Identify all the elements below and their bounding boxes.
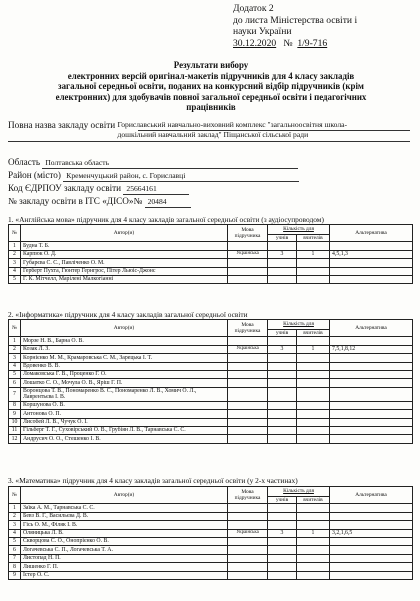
- row-number: 6: [9, 379, 21, 387]
- row-author: Ломаковська Г. В., Проценко Г. О.: [21, 370, 228, 378]
- school-name-value: Гориславський навчально-виховний комплекс "загальноосвітня школа-дошкільний навчальний заклад" Піщанської сільської ради: [117, 120, 348, 139]
- row-language: [228, 504, 268, 512]
- row-number: 7: [9, 554, 21, 562]
- row-alternative: 3,2,1,6,5: [330, 529, 413, 537]
- col-lang-header-line1: Мова: [241, 321, 254, 328]
- row-language: Українська: [228, 250, 268, 258]
- col-qty-header: Кількість для: [268, 225, 330, 235]
- row-author: Оляницька Л. В.: [21, 529, 228, 537]
- row-alternative: [330, 571, 413, 579]
- row-teachers-count: [297, 571, 330, 579]
- row-students-count: [268, 418, 297, 426]
- col-qty-header: Кількість для: [268, 487, 330, 497]
- section-3-title: 3. «Математика» підручник для 4 класу закладів загальної середньої освіти (у 2-х частинах): [8, 476, 298, 485]
- row-language: [228, 554, 268, 562]
- row-teachers-count: [297, 387, 330, 401]
- row-students-count: 3: [268, 250, 297, 258]
- row-students-count: [268, 554, 297, 562]
- row-language: [228, 362, 268, 370]
- section-1-rows: [9, 242, 413, 284]
- row-author: Листопад Н. П.: [21, 554, 228, 562]
- col-teachers-header: вчителів: [297, 235, 330, 242]
- row-alternative: [330, 563, 413, 571]
- row-students-count: [268, 267, 297, 275]
- row-number: 11: [9, 426, 21, 434]
- table-row: [9, 563, 413, 571]
- section-1-title: 1. «Англійська мова» підручник для 4 класу закладів загальної середньої освіти (з аудіосупроводом): [8, 215, 324, 224]
- row-number: 2: [9, 512, 21, 520]
- col-lang-header-line2: підручника: [234, 328, 261, 335]
- table-row: [9, 242, 413, 250]
- isdo-label: № закладу освіти в ІТС «ДІСО»№: [8, 196, 143, 206]
- table-row: [9, 426, 413, 434]
- row-language: [228, 410, 268, 418]
- row-number: 10: [9, 418, 21, 426]
- row-number: 8: [9, 563, 21, 571]
- row-teachers-count: [297, 362, 330, 370]
- row-number: 9: [9, 571, 21, 579]
- isdo-field: [8, 196, 191, 208]
- table-row: [9, 379, 413, 387]
- row-language: [228, 267, 268, 275]
- row-teachers-count: [297, 554, 330, 562]
- col-num-header: №: [9, 320, 21, 337]
- table-row: [9, 512, 413, 520]
- row-alternative: [330, 259, 413, 267]
- row-number: 2: [9, 250, 21, 258]
- row-author: Г. К. Мітчелл, Марілені Малкогіанні: [21, 275, 228, 283]
- row-alternative: [330, 554, 413, 562]
- row-students-count: [268, 504, 297, 512]
- col-lang-header-line1: Мова: [241, 488, 254, 495]
- col-lang-header: [228, 320, 268, 337]
- row-students-count: [268, 370, 297, 378]
- row-number: 4: [9, 529, 21, 537]
- row-author: Скворцова С. О., Онопрієнко О. В.: [21, 537, 228, 545]
- table-row: [9, 537, 413, 545]
- row-teachers-count: 1: [297, 345, 330, 353]
- row-alternative: [330, 362, 413, 370]
- row-author: Андрусич О. О., Стешенко І. В.: [21, 435, 228, 443]
- row-students-count: [268, 337, 297, 345]
- row-alternative: [330, 546, 413, 554]
- section-3-rows: [9, 504, 413, 580]
- row-teachers-count: [297, 426, 330, 434]
- section-3-table: [8, 486, 413, 580]
- row-students-count: [268, 571, 297, 579]
- row-author: Гісь О. М., Філяк І. В.: [21, 521, 228, 529]
- table-row: [9, 337, 413, 345]
- row-number: 12: [9, 435, 21, 443]
- table-row: [9, 259, 413, 267]
- row-language: [228, 337, 268, 345]
- table-row: [9, 504, 413, 512]
- col-author-header: Автор(и): [21, 487, 228, 504]
- col-alt-header: Альтернатива: [330, 487, 413, 504]
- annex-block: [233, 3, 413, 49]
- table-row: [9, 554, 413, 562]
- row-language: [228, 571, 268, 579]
- row-alternative: [330, 512, 413, 520]
- row-teachers-count: [297, 242, 330, 250]
- col-num-header: №: [9, 487, 21, 504]
- row-number: 4: [9, 267, 21, 275]
- col-alt-header: Альтернатива: [330, 225, 413, 242]
- section-2-table: [8, 319, 413, 444]
- annex-line-1: Додаток 2: [233, 3, 274, 14]
- table-row: [9, 362, 413, 370]
- row-author: Корнієнко М. М., Крамаровська С. М., Зарецька І. Т.: [21, 354, 228, 362]
- title-line-4: електронних) для здобувачів повної загальної середньої освіти і педагогічних: [55, 91, 367, 102]
- row-teachers-count: [297, 401, 330, 409]
- table-row: [9, 521, 413, 529]
- row-number: 3: [9, 354, 21, 362]
- row-language: [228, 259, 268, 267]
- row-number: 2: [9, 345, 21, 353]
- table-row: [9, 571, 413, 579]
- row-author: Бевз В. Г., Васильєва Д. В.: [21, 512, 228, 520]
- title-line-3: загальної середньої освіти, поданих на конкурсний відбір підручників (крім: [58, 81, 364, 92]
- row-alternative: [330, 387, 413, 401]
- row-language: [228, 426, 268, 434]
- row-language: [228, 418, 268, 426]
- row-students-count: [268, 354, 297, 362]
- row-number: 5: [9, 370, 21, 378]
- row-language: [228, 512, 268, 520]
- row-alternative: [330, 267, 413, 275]
- row-language: Українська: [228, 529, 268, 537]
- col-lang-header: [228, 225, 268, 242]
- row-students-count: [268, 362, 297, 370]
- row-author: Лишенко Г. П.: [21, 563, 228, 571]
- row-language: Українська: [228, 345, 268, 353]
- table-row: [9, 529, 413, 537]
- row-number: 8: [9, 401, 21, 409]
- school-name-label: Повна назва закладу освіти: [8, 120, 116, 130]
- row-students-count: [268, 259, 297, 267]
- row-number: 6: [9, 546, 21, 554]
- row-teachers-count: [297, 504, 330, 512]
- row-author: Воронцова Т. В., Пономаренко В. С., Пономаренко Л. В., Хомич О. Л., Лаврентьєва І. В.: [21, 387, 228, 401]
- annex-line-2: до листа Міністерства освіти і: [233, 14, 358, 26]
- row-students-count: 3: [268, 529, 297, 537]
- row-teachers-count: [297, 337, 330, 345]
- row-alternative: [330, 410, 413, 418]
- row-teachers-count: [297, 537, 330, 545]
- row-author: Вдовенко В. В.: [21, 362, 228, 370]
- col-qty-header: Кількість для: [268, 320, 330, 330]
- annex-date: 30.12.2020: [233, 37, 277, 49]
- row-number: 3: [9, 521, 21, 529]
- section-1-table: [8, 224, 413, 284]
- row-number: 9: [9, 410, 21, 418]
- row-author: Гільберг Т. Г., Суховірський О. В., Грубіян Л. В., Тарнавська С. С.: [21, 426, 228, 434]
- row-alternative: [330, 418, 413, 426]
- row-alternative: [330, 537, 413, 545]
- table-row: [9, 275, 413, 283]
- table-row: [9, 435, 413, 443]
- col-author-header: Автор(и): [21, 320, 228, 337]
- row-students-count: [268, 512, 297, 520]
- col-lang-header-line2: підручника: [234, 495, 261, 502]
- edrpou-label: Код ЄДРПОУ закладу освіти: [8, 183, 122, 193]
- row-students-count: 3: [268, 345, 297, 353]
- row-language: [228, 401, 268, 409]
- row-number: 7: [9, 387, 21, 401]
- row-number: 1: [9, 337, 21, 345]
- row-teachers-count: 1: [297, 529, 330, 537]
- row-author: Козак Л. З.: [21, 345, 228, 353]
- col-num-header: №: [9, 225, 21, 242]
- row-students-count: [268, 379, 297, 387]
- title-line-5: працівників: [186, 102, 236, 113]
- table-row: [9, 354, 413, 362]
- row-students-count: [268, 546, 297, 554]
- col-teachers-header: вчителів: [297, 330, 330, 337]
- row-teachers-count: [297, 521, 330, 529]
- row-language: [228, 537, 268, 545]
- row-teachers-count: [297, 259, 330, 267]
- table-row: [9, 370, 413, 378]
- row-students-count: [268, 275, 297, 283]
- row-author: Логачевська С. П., Логачевська Т. А.: [21, 546, 228, 554]
- row-language: [228, 546, 268, 554]
- row-number: 3: [9, 259, 21, 267]
- col-students-header: учнів: [268, 497, 297, 504]
- school-name-underline-2: [8, 141, 410, 142]
- row-alternative: 4,5,1,3: [330, 250, 413, 258]
- row-author: Антонова О. П.: [21, 410, 228, 418]
- row-teachers-count: [297, 410, 330, 418]
- table-row: [9, 267, 413, 275]
- annex-date-line: [233, 38, 413, 50]
- row-number: 5: [9, 537, 21, 545]
- row-students-count: [268, 426, 297, 434]
- row-author: Герберт Пухта, Гюнтер Гернгрос, Пітер Льюіс-Джонс: [21, 267, 228, 275]
- row-language: [228, 435, 268, 443]
- title-line-2: електронних версій оригінал-макетів підручників для 4 класу закладів: [67, 70, 355, 81]
- section-2-title: 2. «Інформатика» підручник для 4 класу закладів загальної середньої освіти: [8, 310, 248, 319]
- row-language: [228, 379, 268, 387]
- table-row: [9, 418, 413, 426]
- row-teachers-count: [297, 563, 330, 571]
- row-language: [228, 275, 268, 283]
- row-alternative: [330, 337, 413, 345]
- row-teachers-count: [297, 354, 330, 362]
- oblast-value: Полтавська область: [42, 157, 298, 169]
- table-row: [9, 546, 413, 554]
- row-students-count: [268, 242, 297, 250]
- col-lang-header-line1: Мова: [241, 226, 254, 233]
- isdo-value: 20484: [145, 196, 191, 208]
- col-author-header: Автор(и): [21, 225, 228, 242]
- row-teachers-count: 1: [297, 250, 330, 258]
- annex-line-3: науки України: [233, 26, 292, 37]
- row-number: 4: [9, 362, 21, 370]
- col-lang-header-line2: підручника: [234, 233, 261, 240]
- document-title: [12, 60, 410, 113]
- row-author: Карпюк О. Д.: [21, 250, 228, 258]
- row-alternative: 7,5,1,8,12: [330, 345, 413, 353]
- row-alternative: [330, 504, 413, 512]
- row-author: Лисобей Л. В., Чучук О. І.: [21, 418, 228, 426]
- title-line-1: Результати вибору: [173, 60, 249, 70]
- row-teachers-count: [297, 379, 330, 387]
- oblast-field: [8, 157, 298, 169]
- row-alternative: [330, 426, 413, 434]
- row-author: Будна Т. Б.: [21, 242, 228, 250]
- row-number: 1: [9, 242, 21, 250]
- row-language: [228, 563, 268, 571]
- row-author: Коршунова О. В.: [21, 401, 228, 409]
- row-teachers-count: [297, 370, 330, 378]
- row-number: 5: [9, 275, 21, 283]
- row-alternative: [330, 379, 413, 387]
- row-alternative: [330, 370, 413, 378]
- row-number: 1: [9, 504, 21, 512]
- row-teachers-count: [297, 275, 330, 283]
- table-row: [9, 387, 413, 401]
- row-author: Істер О. С.: [21, 571, 228, 579]
- row-language: [228, 387, 268, 401]
- row-author: Лошатко С. О., Мочула О. В., Яріш Г. П.: [21, 379, 228, 387]
- row-teachers-count: [297, 435, 330, 443]
- row-students-count: [268, 410, 297, 418]
- col-students-header: учнів: [268, 235, 297, 242]
- row-students-count: [268, 537, 297, 545]
- row-alternative: [330, 242, 413, 250]
- edrpou-value: 25664161: [123, 183, 189, 195]
- row-students-count: [268, 563, 297, 571]
- row-students-count: [268, 401, 297, 409]
- row-students-count: [268, 521, 297, 529]
- row-author: Морзе Н. В., Барна О. В.: [21, 337, 228, 345]
- rayon-value: Кременчуцький район, с. Гориславці: [63, 170, 299, 182]
- row-language: [228, 242, 268, 250]
- row-alternative: [330, 275, 413, 283]
- table-row: [9, 250, 413, 258]
- col-teachers-header: вчителів: [297, 497, 330, 504]
- rayon-field: [8, 170, 299, 182]
- table-row: [9, 410, 413, 418]
- row-students-count: [268, 435, 297, 443]
- row-teachers-count: [297, 418, 330, 426]
- row-teachers-count: [297, 546, 330, 554]
- table-row: [9, 345, 413, 353]
- oblast-label: Область: [8, 157, 41, 167]
- row-teachers-count: [297, 512, 330, 520]
- row-alternative: [330, 354, 413, 362]
- rayon-label: Район (місто): [8, 170, 61, 180]
- row-language: [228, 370, 268, 378]
- row-alternative: [330, 435, 413, 443]
- row-students-count: [268, 387, 297, 401]
- section-2-rows: [9, 337, 413, 443]
- row-author: Губарєва С. С., Павліченко О. М.: [21, 259, 228, 267]
- col-lang-header: [228, 487, 268, 504]
- row-author: Заїка А. М., Тарнавська С. С.: [21, 504, 228, 512]
- annex-no-label: №: [283, 37, 293, 49]
- table-row: [9, 401, 413, 409]
- col-alt-header: Альтернатива: [330, 320, 413, 337]
- row-alternative: [330, 521, 413, 529]
- col-students-header: учнів: [268, 330, 297, 337]
- row-teachers-count: [297, 267, 330, 275]
- row-alternative: [330, 401, 413, 409]
- row-language: [228, 521, 268, 529]
- edrpou-field: [8, 183, 189, 195]
- row-language: [228, 354, 268, 362]
- school-name-underline-1: [138, 130, 410, 131]
- annex-number: 1/9-716: [297, 37, 328, 49]
